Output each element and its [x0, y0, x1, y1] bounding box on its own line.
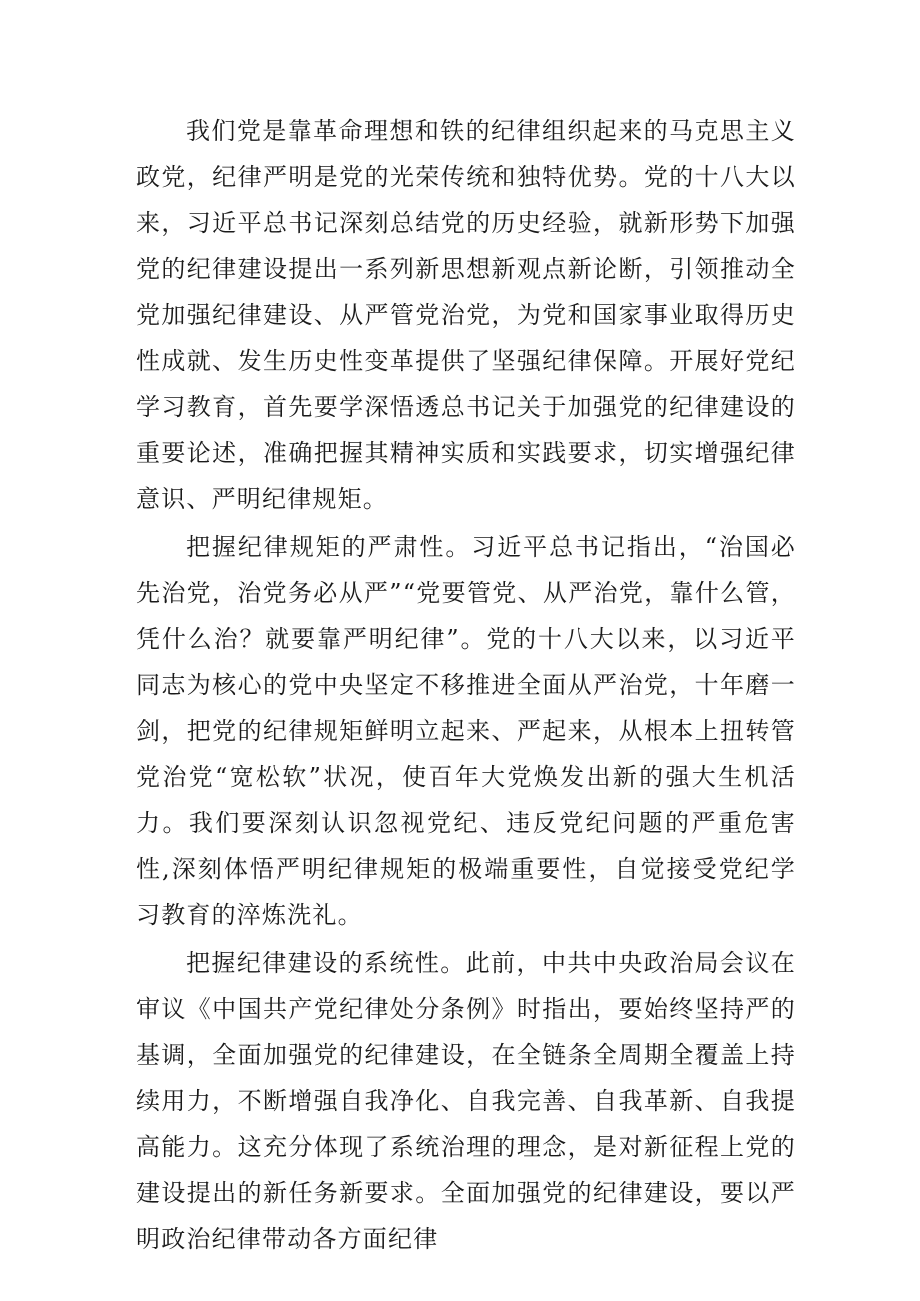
paragraph-3: 把握纪律建设的系统性。此前，中共中央政治局会议在审议《中国共产党纪律处分条例》时指出，要始终坚持严的基调，全面加强党的纪律建设，在全链条全周期全覆盖上持续用力，不断增强自我净化、自我完善、自我革新、自我提高能力。这充分体现了系统治理的理念，是对新征程上党的建设提出的新任务新要求。全面加强党的纪律建设，要以严明政治纪律带动各方面纪律	[136, 949, 796, 1253]
document-body	[136, 108, 796, 1264]
paragraph-2: 把握纪律规矩的严肃性。习近平总书记指出，“治国必先治党，治党务必从严”“党要管党、从严治党，靠什么管，凭什么治？就要靠严明纪律”。党的十八大以来，以习近平同志为核心的党中央坚定不移推进全面从严治党，十年磨一剑，把党的纪律规矩鲜明立起来、严起来，从根本上扭转管党治党“宽松软”状况，使百年大党焕发出新的强大生机活力。我们要深刻认识忽视党纪、违反党纪问题的严重危害性,深刻体悟严明纪律规矩的极端重要性，自觉接受党纪学习教育的淬炼洗礼。	[136, 533, 796, 929]
paragraph-1: 我们党是靠革命理想和铁的纪律组织起来的马克思主义政党，纪律严明是党的光荣传统和独特优势。党的十八大以来，习近平总书记深刻总结党的历史经验，就新形势下加强党的纪律建设提出一系列新思想新观点新论断，引领推动全党加强纪律建设、从严管党治党，为党和国家事业取得历史性成就、发生历史性变革提供了坚强纪律保障。开展好党纪学习教育，首先要学深悟透总书记关于加强党的纪律建设的重要论述，准确把握其精神实质和实践要求，切实增强纪律意识、严明纪律规矩。	[136, 117, 796, 513]
